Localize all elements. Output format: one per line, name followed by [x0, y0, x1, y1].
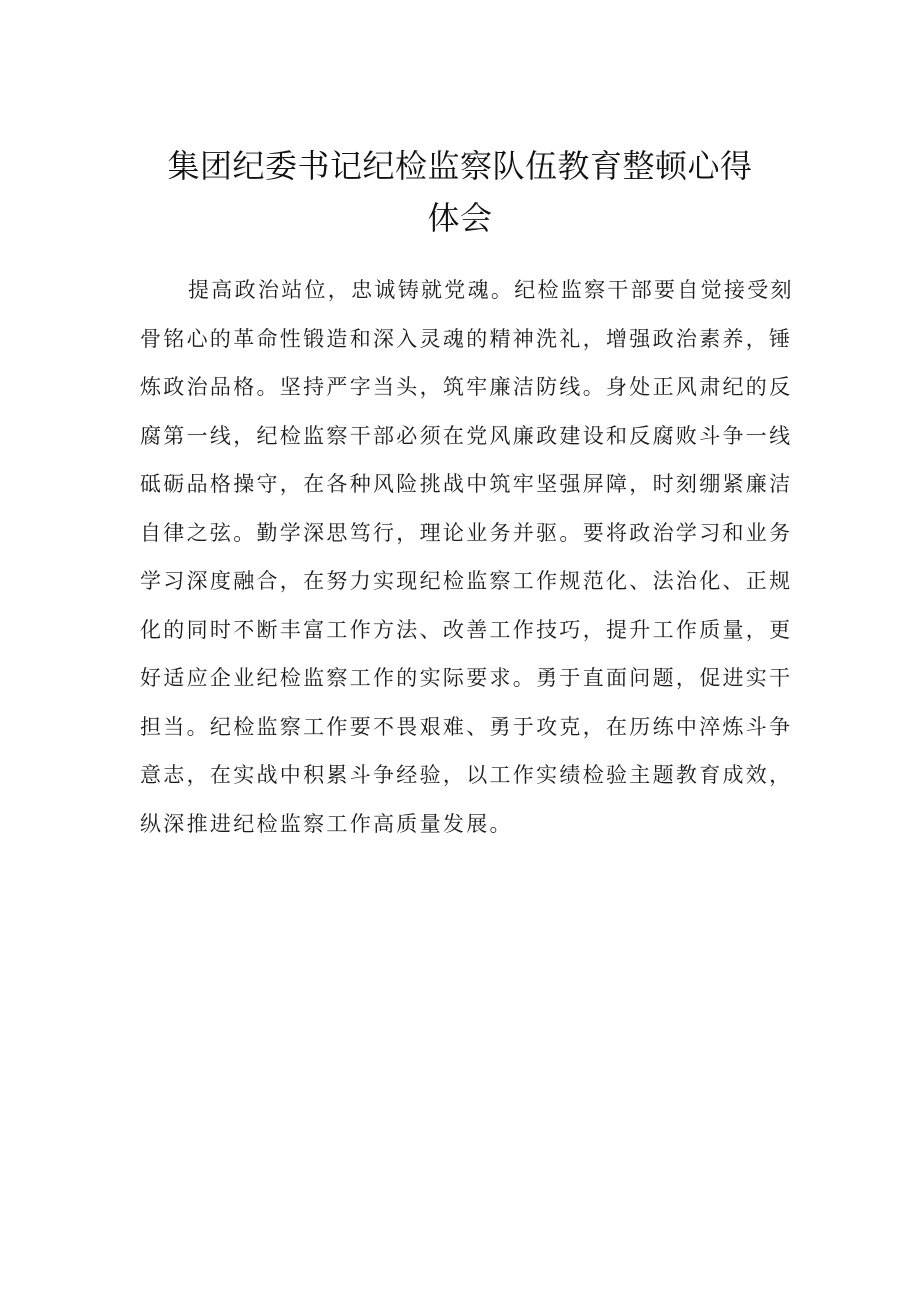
document-title [120, 140, 800, 244]
title-line: 集团纪委书记纪检监察队伍教育整顿心得 [167, 147, 753, 185]
paragraph-line: 意志，在实战中积累斗争经验，以工作实绩检验主题教育成效， [140, 763, 793, 787]
paragraph-line: 化的同时不断丰富工作方法、改善工作技巧，提升工作质量，更 [140, 617, 793, 642]
title-line: 体会 [427, 199, 493, 237]
paragraph-line: 纵深推进纪检监察工作高质量发展。 [140, 811, 513, 836]
paragraph-line: 好适应企业纪检监察工作的实际要求。勇于直面问题，促进实干 [140, 666, 793, 690]
paragraph-line: 炼政治品格。坚持严字当头，筑牢廉洁防线。身处正风肃纪的反 [140, 375, 793, 399]
paragraph-line: 自律之弦。勤学深思笃行，理论业务并驱。要将政治学习和业务 [140, 520, 793, 545]
paragraph-line: 砥砺品格操守，在各种风险挑战中筑牢坚强屏障，时刻绷紧廉洁 [140, 472, 793, 496]
paragraph-line: 骨铭心的革命性锻造和深入灵魂的精神洗礼，增强政治素养，锤 [140, 326, 793, 351]
paragraph-line: 提高政治站位，忠诚铸就党魂。纪检监察干部要自觉接受刻 [188, 278, 794, 302]
paragraph-line: 学习深度融合，在努力实现纪检监察工作规范化、法治化、正规 [140, 569, 793, 593]
paragraph-line: 腐第一线，纪检监察干部必须在党风廉政建设和反腐败斗争一线 [140, 423, 793, 448]
body-paragraph [140, 272, 794, 854]
paragraph-line: 担当。纪检监察工作要不畏艰难、勇于攻克，在历练中淬炼斗争 [140, 714, 793, 739]
